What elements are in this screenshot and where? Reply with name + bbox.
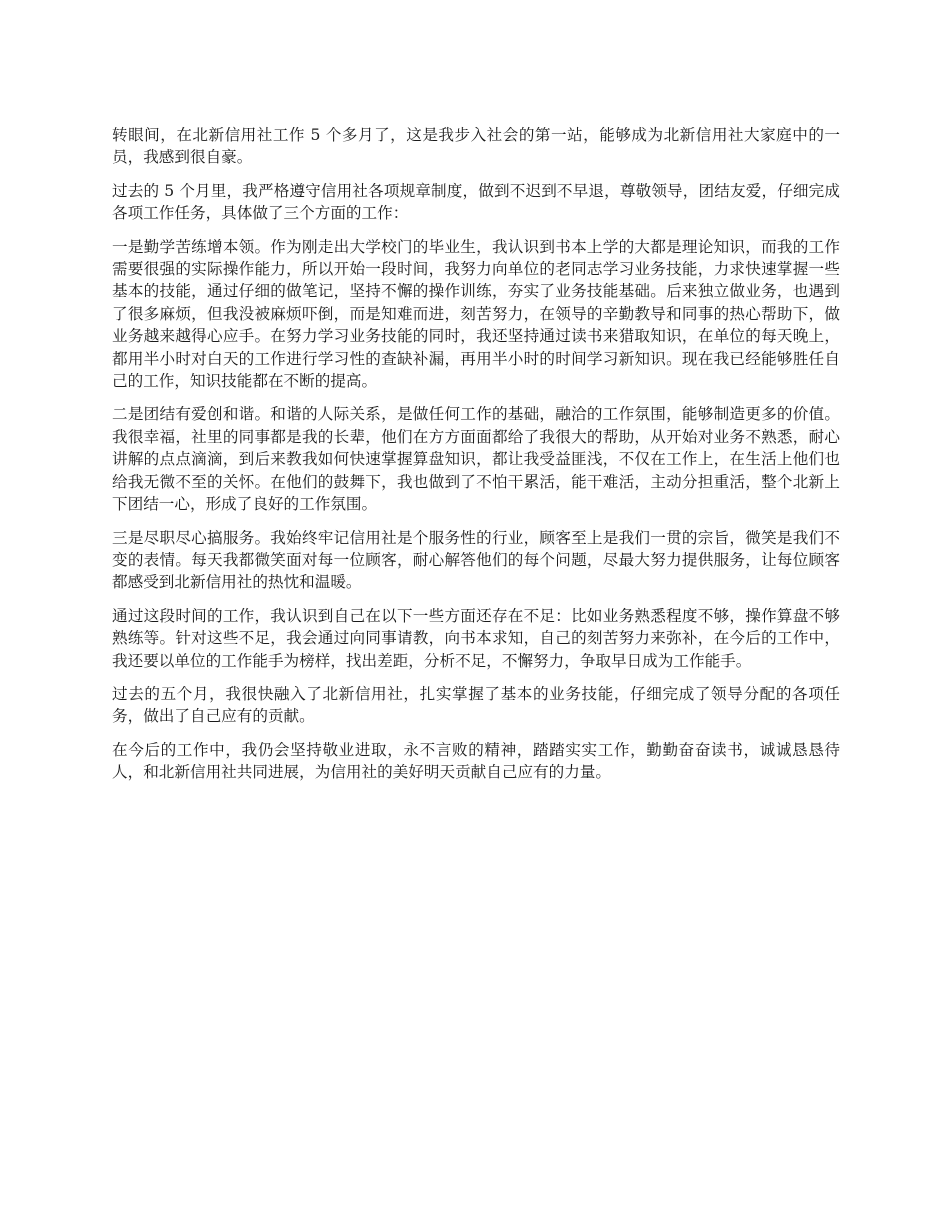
paragraph-harmony: 二是团结有爱创和谐。和谐的人际关系，是做任何工作的基础，融洽的工作氛围，能够制造更多的价值。我很幸福，社里的同事都是我的长辈，他们在方方面面都给了我很大的帮助，从开始对业务不熟悉，耐心讲解的点点滴滴，到后来教我如何快速掌握算盘知识，都让我受益匪浅，不仅在工作上，在生活上他们也给我无微不至的关怀。在他们的鼓舞下，我也做到了不怕干累活，能干难活，主动分担重活，整个北新上下团结一心，形成了良好的工作氛围。 — [112, 405, 840, 514]
document-body — [112, 124, 840, 795]
paragraph-intro: 转眼间，在北新信用社工作 5 个多月了，这是我步入社会的第一站，能够成为北新信用社大家庭中的一员，我感到很自豪。 — [112, 126, 840, 167]
paragraph-study: 一是勤学苦练增本领。作为刚走出大学校门的毕业生，我认识到书本上学的大都是理论知识，而我的工作需要很强的实际操作能力，所以开始一段时间，我努力向单位的老同志学习业务技能，力求快速掌握一些基本的技能，通过仔细的做笔记，坚持不懈的操作训练，夯实了业务技能基础。后来独立做业务，也遇到了很多麻烦，但我没被麻烦吓倒，而是知难而进，刻苦努力，在领导的辛勤教导和同事的热心帮助下，做业务越来越得心应手。在努力学习业务技能的同时，我还坚持通过读书来猎取知识，在单位的每天晚上，都用半小时对白天的工作进行学习性的查缺补漏，再用半小时的时间学习新知识。现在我已经能够胜任自己的工作，知识技能都在不断的提高。 — [112, 237, 840, 391]
paragraph-overview: 过去的 5 个月里，我严格遵守信用社各项规章制度，做到不迟到不早退，尊敬领导，团结友爱，仔细完成各项工作任务，具体做了三个方面的工作： — [112, 181, 840, 223]
paragraph-service: 三是尽职尽心搞服务。我始终牢记信用社是个服务性的行业，顾客至上是我们一贯的宗旨，微笑是我们不变的表情。每天我都微笑面对每一位顾客，耐心解答他们的每个问题，尽最大努力提供服务，让每位顾客都感受到北新信用社的热忱和温暖。 — [112, 528, 840, 592]
paragraph-outlook: 在今后的工作中，我仍会坚持敬业进取，永不言败的精神，踏踏实实工作，勤勤奋奋读书，诚诚恳恳待人，和北新信用社共同进展，为信用社的美好明天贡献自己应有的力量。 — [112, 740, 840, 782]
paragraph-summary: 过去的五个月，我很快融入了北新信用社，扎实掌握了基本的业务技能，仔细完成了领导分配的各项任务，做出了自己应有的贡献。 — [112, 684, 840, 726]
paragraph-shortcomings: 通过这段时间的工作，我认识到自己在以下一些方面还存在不足：比如业务熟悉程度不够，操作算盘不够熟练等。针对这些不足，我会通过向同事请教，向书本求知，自己的刻苦努力来弥补，在今后的工作中，我还要以单位的工作能手为榜样，找出差距，分析不足，不懈努力，争取早日成为工作能手。 — [112, 606, 840, 670]
